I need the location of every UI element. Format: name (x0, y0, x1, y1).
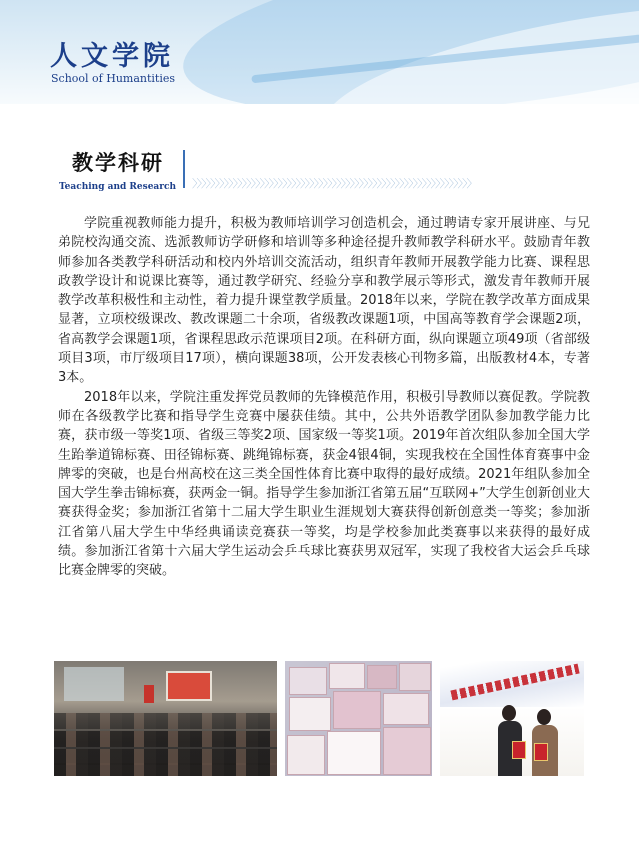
certificate (399, 663, 431, 691)
section-subtitle: Teaching and Research (59, 182, 177, 192)
paragraph: 2018年以来，学院注重发挥党员教师的先锋模范作用，积极引导教师以赛促教。学院教师在各级教学比赛和指导学生竞赛中屡获佳绩。其中，公共外语教学团队参加教学能力比赛，获市级一等奖1项、省级三等奖2项、国家级一等奖1项。2019年首次组队参加全国大学生跆拳道锦标赛、田径锦标赛、跳绳锦标赛，获金4银4铜，实现我校在全国性体育赛事中金牌零的突破，也是台州高校在这三类全国性体育比赛中取得的最好成绩。2021年组队参加全国大学生拳击锦标赛，获两金一铜。指导学生参加浙江省第五届“互联网+”大学生创新创业大赛获得金奖；参加浙江省第十二届大学生职业生涯规划大赛获得创新创意类一等奖；参加浙江省第八届大学生中华经典诵读竞赛获一等奖，均是学校参加此类赛事以来获得的最好成绩。参加浙江省第十六届大学生运动会乒乓球比赛获男双冠军，实现了我校省大运会乒乓球比赛金牌零的突破。 (58, 389, 590, 579)
chevron-decoration: 〉〉〉〉〉〉〉〉〉〉〉〉〉〉〉〉〉〉〉〉〉〉〉〉〉〉〉〉〉〉〉〉〉〉〉〉〉〉〉〉〉〉〉〉〉〉〉〉〉〉〉〉〉〉〉〉〉〉〉〉〉〉 (192, 177, 477, 190)
audience-row (54, 763, 277, 776)
flag (144, 685, 154, 703)
section-divider (183, 150, 185, 188)
certificate (383, 693, 429, 725)
school-title: 人文学院 (50, 41, 174, 72)
certificate (383, 727, 431, 775)
certificate (289, 697, 331, 731)
audience-row (54, 731, 277, 747)
classroom-photo (54, 661, 277, 776)
certificate (329, 663, 365, 689)
certificate (327, 731, 381, 775)
award-certificate (512, 741, 526, 759)
award-ceremony-photo (440, 661, 584, 776)
window (64, 667, 124, 701)
award-certificate (534, 743, 548, 761)
certificate (287, 735, 325, 775)
audience-row (54, 713, 277, 729)
certificates-photo (285, 661, 432, 776)
certificate (333, 691, 381, 729)
projection-screen (166, 671, 212, 701)
school-subtitle: School of Humantities (51, 72, 176, 85)
certificate (367, 665, 397, 689)
certificate (289, 667, 327, 695)
article-body (58, 214, 590, 581)
section-title: 教学科研 (72, 151, 164, 175)
paragraph: 学院重视教师能力提升，积极为教师培训学习创造机会，通过聘请专家开展讲座、与兄弟院校沟通交流、选派教师访学研修和培训等多种途径提升教师教学科研水平。鼓励青年教师参加各类教学科研活动和校内外培训交流活动，组织青年教师开展教学能力比赛、课程思政教学设计和说课比赛等，通过教学研究、经验分享和教学展示等形式，激发青年教师开展教学改革积极性和主动性，着力提升课堂教学质量。2018年以来，学院在教学改革方面成果显著，立项校级课改、教改课题二十余项，省级教改课题1项，中国高等教育学会课题2项，省高教学会课题1项，省课程思政示范课项目2项。在科研方面，纵向课题立项49项（省部级项目3项，市厅级项目17项），横向课题38项，公开发表核心刊物多篇，出版教材4本，专著3本。 (58, 216, 590, 386)
